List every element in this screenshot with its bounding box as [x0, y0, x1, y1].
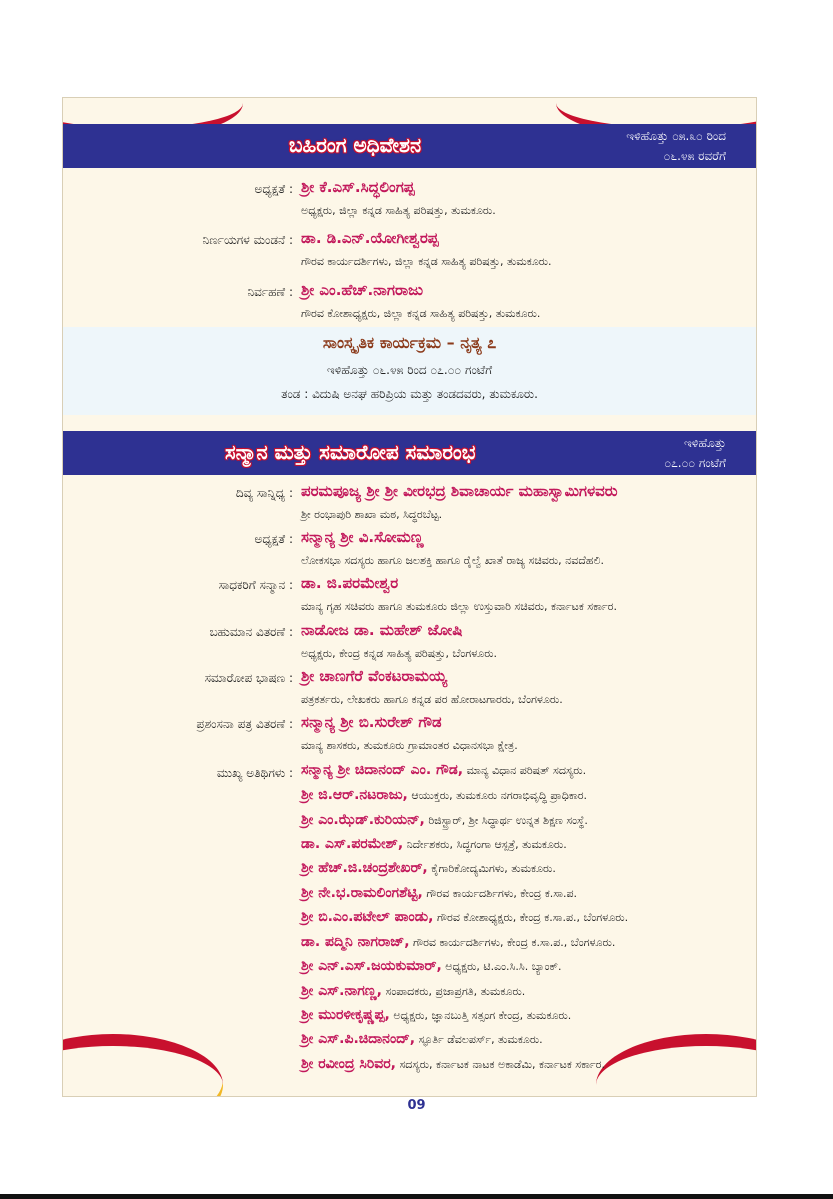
- guest-name: ಶ್ರೀ ಹೆಚ್.ಜಿ.ಚಂದ್ರಶೇಖರ್,: [301, 860, 428, 876]
- guest-desc: ರಿಜಿಸ್ಟ್ರಾರ್, ಶ್ರೀ ಸಿದ್ಧಾರ್ಥ ಉನ್ನತ ಶಿಕ್ಷಣ ಸಂಸ್ಥೆ.: [428, 814, 588, 827]
- guest-item: [301, 909, 628, 925]
- guest-desc: ಅಧ್ಯಕ್ಷರು, ಜ್ಞಾನಬುತ್ತಿ ಸತ್ಸಂಗ ಕೇಂದ್ರ, ತುಮಕೂರು.: [393, 1009, 572, 1022]
- section1-title: ಬಹಿರಂಗ ಅಧಿವೇಶನ: [289, 133, 422, 157]
- row-desc: ಗೌರವ ಕಾರ್ಯದರ್ಶಿಗಳು, ಜಿಲ್ಲಾ ಕನ್ನಡ ಸಾಹಿತ್ಯ ಪರಿಷತ್ತು, ತುಮಕೂರು.: [301, 255, 552, 268]
- guest-desc: ಗೌರವ ಕಾರ್ಯದರ್ಶಿಗಳು, ಕೇಂದ್ರ ಕ.ಸಾ.ಪ.: [426, 887, 578, 900]
- guest-name: ಶ್ರೀ ನೇ.ಭ.ರಾಮಲಿಂಗಶೆಟ್ಟಿ,: [301, 885, 423, 901]
- section1-time-line1: ಇಳಿಹೊತ್ತು ೦೫.೩೦ ರಿಂದ: [626, 129, 726, 143]
- guest-item: [301, 958, 562, 974]
- row-desc: ಗೌರವ ಕೋಶಾಧ್ಯಕ್ಷರು, ಜಿಲ್ಲಾ ಕನ್ನಡ ಸಾಹಿತ್ಯ ಪರಿಷತ್ತು, ತುಮಕೂರು.: [301, 307, 541, 320]
- row-label: ನಿರ್ಣಯಗಳ ಮಂಡನೆ :: [202, 233, 293, 247]
- section2-title: ಸನ್ಮಾನ ಮತ್ತು ಸಮಾರೋಪ ಸಮಾರಂಭ: [225, 440, 476, 464]
- guest-name: ಸನ್ಮಾನ್ಯ ಶ್ರೀ ಚಿದಾನಂದ್ ಎಂ. ಗೌಡ,: [301, 762, 464, 778]
- row-name: ಸನ್ಮಾನ್ಯ ಶ್ರೀ ಬಿ.ಸುರೇಶ್ ಗೌಡ: [301, 713, 442, 731]
- row-desc: ಲೋಕಸಭಾ ಸದಸ್ಯರು ಹಾಗೂ ಜಲಶಕ್ತಿ ಹಾಗೂ ರೈಲ್ವೆ ಖಾತೆ ರಾಜ್ಯ ಸಚಿವರು, ನವದೆಹಲಿ.: [301, 554, 604, 567]
- decorative-swoosh-bottom-right: [596, 1034, 757, 1097]
- row-name: ನಾಡೋಜ ಡಾ. ಮಹೇಶ್ ಜೋಷಿ: [301, 621, 463, 639]
- guest-desc: ಗೌರವ ಕೋಶಾಧ್ಯಕ್ಷರು, ಕೇಂದ್ರ ಕ.ಸಾ.ಪ., ಬೆಂಗಳೂರು.: [436, 911, 629, 924]
- cultural-troupe: ತಂಡ : ವಿದುಷಿ ಅನಘ ಹರಿಪ್ರಿಯ ಮತ್ತು ತಂಡದವರು, ತುಮಕೂರು.: [281, 387, 538, 401]
- row-label: ಪ್ರಶಂಸನಾ ಪತ್ರ ವಿತರಣೆ :: [196, 717, 293, 731]
- section1-time-line2: ೦೬.೪೫ ರವರೆಗೆ: [663, 149, 726, 163]
- row-name: ಡಾ. ಜಿ.ಪರಮೇಶ್ವರ: [301, 574, 399, 592]
- guest-item: [301, 860, 556, 876]
- row-label: ಸಮಾರೋಪ ಭಾಷಣ :: [204, 671, 293, 685]
- row-name: ಶ್ರೀ ಎಂ.ಹೆಚ್.ನಾಗರಾಜು: [301, 281, 424, 299]
- guest-desc: ಗೌರವ ಕಾರ್ಯದರ್ಶಿಗಳು, ಕೇಂದ್ರ ಕ.ಸಾ.ಪ., ಬೆಂಗಳೂರು.: [413, 936, 616, 949]
- guest-name: ಶ್ರೀ ಬಿ.ಎಂ.ಪಟೇಲ್ ಪಾಂಡು,: [301, 909, 434, 925]
- section2-time-line2: ೦೭.೦೦ ಗಂಟೆಗೆ: [664, 456, 726, 470]
- guest-desc: ಸ್ಫೂರ್ತಿ ಡೆವಲಪರ್ಸ್, ತುಮಕೂರು.: [418, 1033, 543, 1046]
- section2-time-line1: ಇಳಿಹೊತ್ತು: [684, 436, 726, 450]
- guest-item: [301, 885, 577, 901]
- guest-item: [301, 836, 567, 852]
- row-desc: ಪತ್ರಕರ್ತರು, ಲೇಖಕರು ಹಾಗೂ ಕನ್ನಡ ಪರ ಹೋರಾಟಗಾರರು, ಬೆಂಗಳೂರು.: [301, 693, 563, 706]
- row-desc: ಮಾನ್ಯ ಗೃಹ ಸಚಿವರು ಹಾಗೂ ತುಮಕೂರು ಜಿಲ್ಲಾ ಉಸ್ತುವಾರಿ ಸಚಿವರು, ಕರ್ನಾಟಕ ಸರ್ಕಾರ.: [301, 600, 617, 613]
- guest-name: ಶ್ರೀ ಎಸ್.ಪಿ.ಚಿದಾನಂದ್,: [301, 1031, 416, 1047]
- row-name: ಶ್ರೀ ಚಾಣಗೆರೆ ವೆಂಕಟರಾಮಯ್ಯ: [301, 667, 448, 685]
- guest-name: ಶ್ರೀ ಎನ್.ಎಸ್.ಜಯಕುಮಾರ್,: [301, 958, 442, 974]
- guest-item: [301, 983, 525, 999]
- row-name: ಡಾ. ಡಿ.ಎನ್.ಯೋಗೀಶ್ವರಪ್ಪ: [301, 229, 439, 247]
- row-name: ಶ್ರೀ ಕೆ.ಎಸ್.ಸಿದ್ಧಲಿಂಗಪ್ಪ: [301, 178, 415, 196]
- row-desc: ಮಾನ್ಯ ಶಾಸಕರು, ತುಮಕೂರು ಗ್ರಾಮಾಂತರ ವಿಧಾನಸಭಾ ಕ್ಷೇತ್ರ.: [301, 739, 518, 752]
- guest-desc: ಮಾನ್ಯ ವಿಧಾನ ಪರಿಷತ್ ಸದಸ್ಯರು.: [466, 764, 587, 777]
- guest-desc: ಆಯುಕ್ತರು, ತುಮಕೂರು ನಗರಾಭಿವೃದ್ಧಿ ಪ್ರಾಧಿಕಾರ.: [411, 789, 588, 802]
- guest-item: [301, 934, 615, 950]
- guest-item: [301, 1056, 605, 1072]
- guest-name: ಶ್ರೀ ಎಂ.ಝೆಡ್.ಕುರಿಯನ್,: [301, 812, 425, 828]
- cultural-title: ಸಾಂಸ್ಕೃತಿಕ ಕಾರ್ಯಕ್ರಮ – ನೃತ್ಯ ೭: [322, 333, 497, 352]
- cultural-time: ಇಳಿಹೊತ್ತು ೦೬.೪೫ ರಿಂದ ೦೭.೦೦ ಗಂಟೆಗೆ: [326, 363, 493, 377]
- guest-item: [301, 762, 586, 778]
- section1-time: [626, 126, 726, 166]
- row-label: ಅಧ್ಯಕ್ಷತೆ :: [254, 532, 293, 546]
- guest-name: ಶ್ರೀ ರವೀಂದ್ರ ಸಿರಿವರ,: [301, 1056, 396, 1072]
- guest-name: ಶ್ರೀ ಎಸ್.ನಾಗಣ್ಣ,: [301, 983, 382, 999]
- guest-name: ಡಾ. ಎಸ್.ಪರಮೇಶ್,: [301, 836, 404, 852]
- program-page: [62, 97, 757, 1097]
- guest-item: [301, 812, 588, 828]
- guest-item: [301, 1007, 571, 1023]
- section1-header: [63, 124, 756, 168]
- row-desc: ಅಧ್ಯಕ್ಷರು, ಜಿಲ್ಲಾ ಕನ್ನಡ ಸಾಹಿತ್ಯ ಪರಿಷತ್ತು, ತುಮಕೂರು.: [301, 204, 496, 217]
- guest-item: [301, 787, 587, 803]
- row-label: ದಿವ್ಯ ಸಾನ್ನಿಧ್ಯ :: [235, 486, 293, 500]
- guest-name: ಶ್ರೀ ಜಿ.ಆರ್.ನಟರಾಜು,: [301, 787, 408, 803]
- row-label: ಬಹುಮಾನ ವಿತರಣೆ :: [209, 625, 293, 639]
- guests-label: ಮುಖ್ಯ ಅತಿಥಿಗಳು :: [216, 766, 293, 780]
- page-number: 09: [407, 1098, 426, 1113]
- guest-desc: ಕೈಗಾರಿಕೋದ್ಯಮಿಗಳು, ತುಮಕೂರು.: [431, 862, 556, 875]
- guest-desc: ಸಂಪಾದಕರು, ಪ್ರಜಾಪ್ರಗತಿ, ತುಮಕೂರು.: [385, 985, 526, 998]
- guest-desc: ಸದಸ್ಯರು, ಕರ್ನಾಟಕ ನಾಟಕ ಅಕಾಡೆಮಿ, ಕರ್ನಾಟಕ ಸರ್ಕಾರ.: [399, 1058, 605, 1071]
- bottom-border: [0, 1194, 833, 1199]
- guest-item: [301, 1031, 543, 1047]
- row-name: ಪರಮಪೂಜ್ಯ ಶ್ರೀ ಶ್ರೀ ವೀರಭದ್ರ ಶಿವಾಚಾರ್ಯ ಮಹಾಸ್ವಾಮಿಗಳವರು: [301, 482, 618, 500]
- guest-name: ಡಾ. ಪದ್ಮಿನಿ ನಾಗರಾಜ್,: [301, 934, 410, 950]
- row-label: ಸಾಧಕರಿಗೆ ಸನ್ಮಾನ :: [218, 578, 293, 592]
- row-desc: ಅಧ್ಯಕ್ಷರು, ಕೇಂದ್ರ ಕನ್ನಡ ಸಾಹಿತ್ಯ ಪರಿಷತ್ತು, ಬೆಂಗಳೂರು.: [301, 647, 498, 660]
- row-label: ನಿರ್ವಹಣೆ :: [247, 285, 293, 299]
- section2-header: [63, 431, 756, 475]
- row-label: ಅಧ್ಯಕ್ಷತೆ :: [254, 182, 293, 196]
- row-desc: ಶ್ರೀ ರಂಭಾಪುರಿ ಶಾಖಾ ಮಠ, ಸಿದ್ಧರಬೆಟ್ಟ.: [301, 508, 443, 521]
- guest-desc: ನಿರ್ದೇಶಕರು, ಸಿದ್ಧಗಂಗಾ ಆಸ್ಪತ್ರೆ, ತುಮಕೂರು.: [406, 838, 567, 851]
- guest-name: ಶ್ರೀ ಮುರಳೀಕೃಷ್ಣಪ್ಪ,: [301, 1007, 390, 1023]
- cultural-program-box: [63, 327, 756, 415]
- guest-desc: ಅಧ್ಯಕ್ಷರು, ಟಿ.ಎಂ.ಸಿ.ಸಿ. ಬ್ಯಾಂಕ್.: [445, 960, 562, 973]
- section2-time: [664, 433, 726, 473]
- row-name: ಸನ್ಮಾನ್ಯ ಶ್ರೀ ವಿ.ಸೋಮಣ್ಣ: [301, 528, 424, 546]
- decorative-swoosh-bottom-left: [62, 1034, 223, 1097]
